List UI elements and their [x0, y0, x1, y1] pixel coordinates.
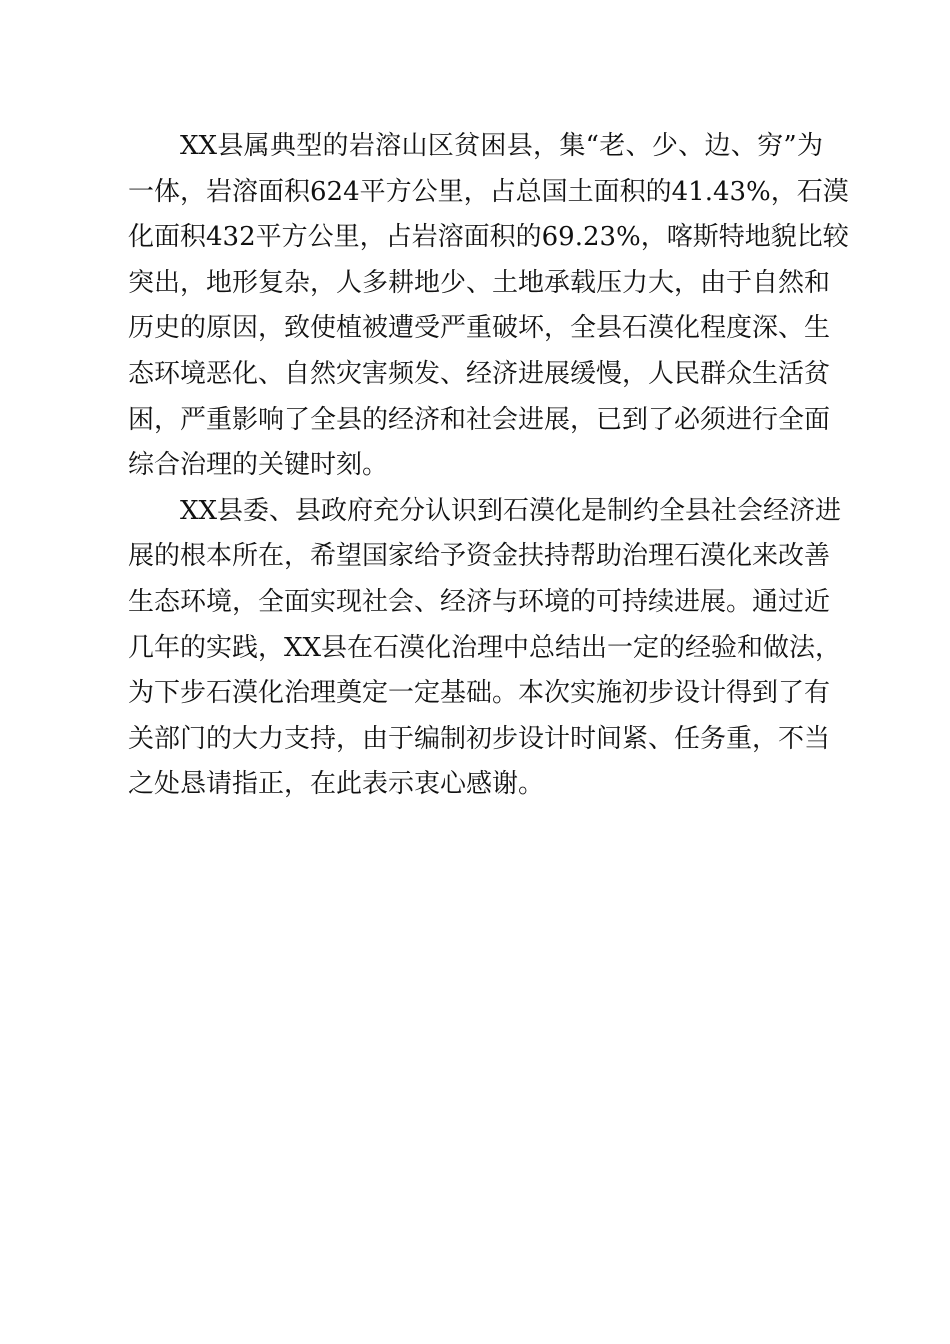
paragraph-1-line-6: 态环境恶化、自然灾害频发、经济进展缓慢，人民群众生活贫 — [128, 358, 831, 389]
paragraph-1-line-5: 历史的原因，致使植被遭受严重破坏，全县石漠化程度深、生 — [128, 313, 831, 344]
paragraph-1-line-4: 突出，地形复杂，人多耕地少、土地承载压力大，由于自然和 — [128, 267, 831, 298]
paragraph-1 — [128, 124, 849, 489]
paragraph-1-line-3: 化面积432平方公里，占岩溶面积的69.23%，喀斯特地貌比较 — [128, 222, 849, 253]
paragraph-2 — [128, 489, 842, 808]
document-body — [128, 124, 849, 808]
paragraph-1-line-2: 一体，岩溶面积624平方公里，占总国土面积的41.43%，石漠 — [128, 176, 849, 207]
paragraph-2-line-2: 展的根本所在，希望国家给予资金扶持帮助治理石漠化来改善 — [128, 541, 831, 572]
paragraph-2-line-4: 几年的实践，XX县在石漠化治理中总结出一定的经验和做法， — [128, 632, 842, 663]
paragraph-2-line-1: XX县委、县政府充分认识到石漠化是制约全县社会经济进 — [180, 495, 842, 526]
paragraph-1-line-8: 综合治理的关键时刻。 — [128, 450, 389, 481]
paragraph-1-line-1: XX县属典型的岩溶山区贫困县，集“老、少、边、穷”为 — [180, 131, 823, 161]
paragraph-1-line-7: 困，严重影响了全县的经济和社会进展，已到了必须进行全面 — [128, 404, 831, 435]
paragraph-2-line-5: 为下步石漠化治理奠定一定基础。本次实施初步设计得到了有 — [128, 678, 831, 709]
paragraph-2-line-6: 关部门的大力支持，由于编制初步设计时间紧、任务重，不当 — [128, 723, 831, 754]
paragraph-2-line-3: 生态环境，全面实现社会、经济与环境的可持续进展。通过近 — [128, 586, 831, 617]
paragraph-2-line-7: 之处恳请指正，在此表示衷心感谢。 — [128, 769, 545, 800]
